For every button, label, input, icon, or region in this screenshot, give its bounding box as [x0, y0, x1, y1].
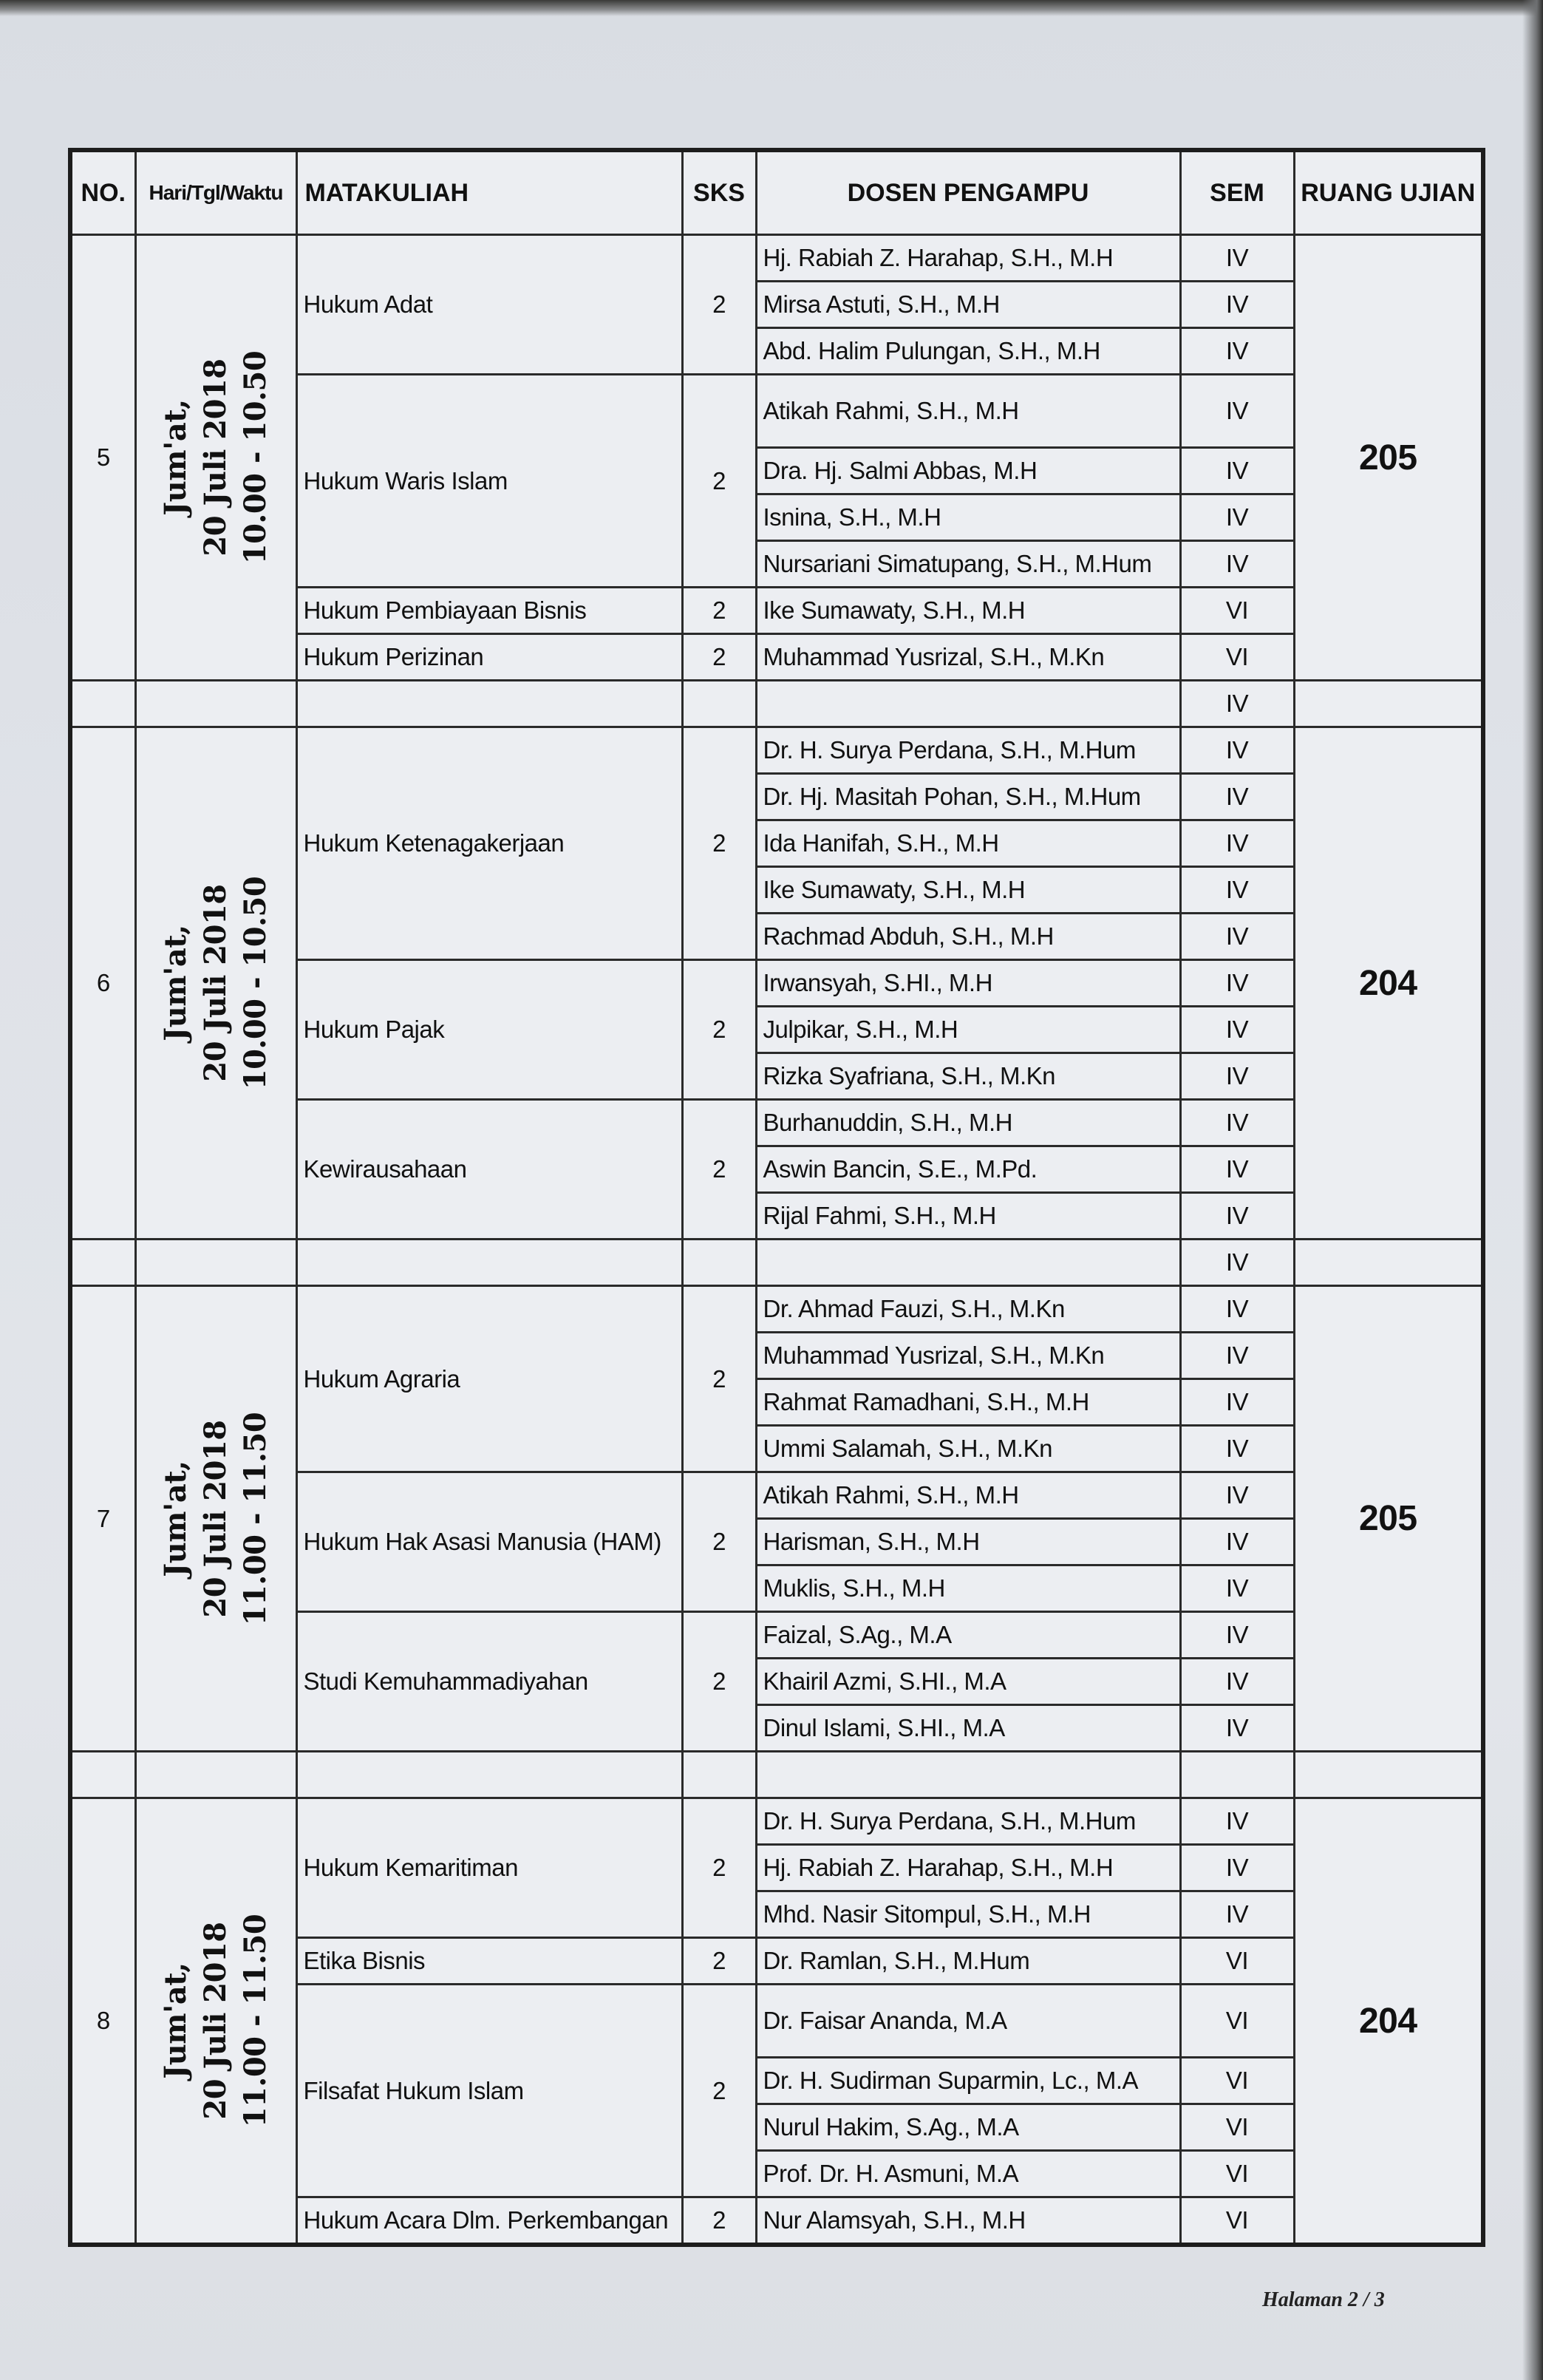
course-sks: 2 [682, 1100, 756, 1240]
schedule-body [70, 235, 1483, 2245]
exam-date: 20 Juli 2018 [198, 884, 233, 1082]
spacer-course [296, 681, 682, 727]
exam-time: 10.00 - 10.50 [238, 350, 273, 565]
lecturer-semester: IV [1180, 1472, 1294, 1519]
lecturer-semester: IV [1180, 1100, 1294, 1146]
spacer-course [296, 1752, 682, 1798]
course-sks: 2 [682, 1286, 756, 1472]
lecturer-name: Ida Hanifah, S.H., M.H [756, 820, 1180, 867]
spacer-semester: IV [1180, 1240, 1294, 1286]
spacer-room [1294, 1752, 1483, 1798]
header-dosen: DOSEN PENGAMPU [756, 150, 1180, 235]
course-sks: 2 [682, 235, 756, 375]
lecturer-semester: VI [1180, 1985, 1294, 2058]
exam-schedule-table [68, 148, 1485, 2247]
lecturer-name: Muhammad Yusrizal, S.H., M.Kn [756, 1333, 1180, 1379]
lecturer-semester: IV [1180, 494, 1294, 541]
lecturer-semester: IV [1180, 867, 1294, 914]
lecturer-semester: VI [1180, 588, 1294, 634]
group-number: 8 [70, 1798, 135, 2245]
exam-time-cell [135, 727, 296, 1240]
lecturer-name: Muhammad Yusrizal, S.H., M.Kn [756, 634, 1180, 681]
course-sks: 2 [682, 1472, 756, 1612]
lecturer-semester: IV [1180, 282, 1294, 328]
exam-time-block [138, 1297, 293, 1741]
lecturer-name: Nurul Hakim, S.Ag., M.A [756, 2104, 1180, 2151]
exam-time-cell [135, 1286, 296, 1752]
lecturer-name: Mhd. Nasir Sitompul, S.H., M.H [756, 1891, 1180, 1938]
lecturer-name: Atikah Rahmi, S.H., M.H [756, 375, 1180, 448]
exam-day: Jum'at, [158, 1962, 193, 2079]
course-sks: 2 [682, 960, 756, 1100]
lecturer-semester: IV [1180, 1379, 1294, 1426]
lecturer-semester: IV [1180, 1007, 1294, 1053]
spacer-lecturer [756, 1240, 1180, 1286]
lecturer-semester: IV [1180, 1193, 1294, 1240]
lecturer-semester: IV [1180, 1705, 1294, 1752]
course-name: Hukum Kemaritiman [296, 1798, 682, 1938]
lecturer-semester: IV [1180, 727, 1294, 774]
course-sks: 2 [682, 588, 756, 634]
exam-time-text [156, 1914, 276, 2127]
exam-time-text [156, 351, 276, 564]
spacer-room [1294, 1240, 1483, 1286]
lecturer-name: Mirsa Astuti, S.H., M.H [756, 282, 1180, 328]
lecturer-semester: IV [1180, 541, 1294, 588]
exam-room: 205 [1294, 1286, 1483, 1752]
exam-time-block [138, 761, 293, 1205]
lecturer-semester: IV [1180, 1286, 1294, 1333]
lecturer-name: Rizka Syafriana, S.H., M.Kn [756, 1053, 1180, 1100]
lecturer-semester: IV [1180, 1146, 1294, 1193]
lecturer-name: Atikah Rahmi, S.H., M.H [756, 1472, 1180, 1519]
header-no: NO. [70, 150, 135, 235]
group-number: 5 [70, 235, 135, 681]
lecturer-name: Nursariani Simatupang, S.H., M.Hum [756, 541, 1180, 588]
lecturer-name: Rahmat Ramadhani, S.H., M.H [756, 1379, 1180, 1426]
course-name: Studi Kemuhammadiyahan [296, 1612, 682, 1752]
lecturer-semester: IV [1180, 774, 1294, 820]
lecturer-name: Ummi Salamah, S.H., M.Kn [756, 1426, 1180, 1472]
lecturer-semester: VI [1180, 2104, 1294, 2151]
lecturer-semester: IV [1180, 1798, 1294, 1845]
course-sks: 2 [682, 2197, 756, 2245]
lecturer-semester: VI [1180, 634, 1294, 681]
course-name: Hukum Perizinan [296, 634, 682, 681]
lecturer-semester: VI [1180, 1938, 1294, 1985]
course-name: Filsafat Hukum Islam [296, 1985, 682, 2197]
spacer-lecturer [756, 681, 1180, 727]
course-sks: 2 [682, 375, 756, 588]
spacer-semester: IV [1180, 681, 1294, 727]
spacer-no [70, 1752, 135, 1798]
lecturer-name: Khairil Azmi, S.HI., M.A [756, 1659, 1180, 1705]
lecturer-name: Dinul Islami, S.HI., M.A [756, 1705, 1180, 1752]
header-ruang: RUANG UJIAN [1294, 150, 1483, 235]
header-sks: SKS [682, 150, 756, 235]
spacer-row [70, 681, 1483, 727]
lecturer-semester: VI [1180, 2197, 1294, 2245]
spacer-row [70, 1240, 1483, 1286]
lecturer-name: Hj. Rabiah Z. Harahap, S.H., M.H [756, 235, 1180, 282]
spacer-sks [682, 1240, 756, 1286]
lecturer-name: Irwansyah, S.HI., M.H [756, 960, 1180, 1007]
exam-room: 205 [1294, 235, 1483, 681]
spacer-no [70, 681, 135, 727]
course-name: Hukum Pajak [296, 960, 682, 1100]
lecturer-name: Rachmad Abduh, S.H., M.H [756, 914, 1180, 960]
course-name: Hukum Acara Dlm. Perkembangan [296, 2197, 682, 2245]
exam-room: 204 [1294, 1798, 1483, 2245]
lecturer-name: Rijal Fahmi, S.H., M.H [756, 1193, 1180, 1240]
group-number: 6 [70, 727, 135, 1240]
group-number: 7 [70, 1286, 135, 1752]
lecturer-name: Nur Alamsyah, S.H., M.H [756, 2197, 1180, 2245]
lecturer-name: Muklis, S.H., M.H [756, 1565, 1180, 1612]
lecturer-name: Isnina, S.H., M.H [756, 494, 1180, 541]
lecturer-semester: IV [1180, 328, 1294, 375]
header-matakuliah: MATAKULIAH [296, 150, 682, 235]
lecturer-semester: IV [1180, 1845, 1294, 1891]
course-name: Hukum Ketenagakerjaan [296, 727, 682, 960]
lecturer-name: Dr. Hj. Masitah Pohan, S.H., M.Hum [756, 774, 1180, 820]
exam-time-block [138, 1799, 293, 2243]
spacer-no [70, 1240, 135, 1286]
spacer-semester [1180, 1752, 1294, 1798]
lecturer-semester: IV [1180, 1426, 1294, 1472]
course-name: Hukum Adat [296, 235, 682, 375]
exam-date: 20 Juli 2018 [198, 358, 233, 557]
lecturer-semester: IV [1180, 914, 1294, 960]
lecturer-name: Julpikar, S.H., M.H [756, 1007, 1180, 1053]
spacer-row [70, 1752, 1483, 1798]
lecturer-semester: IV [1180, 1333, 1294, 1379]
course-sks: 2 [682, 1612, 756, 1752]
exam-time: 11.00 - 11.50 [238, 1914, 273, 2128]
lecturer-semester: IV [1180, 1891, 1294, 1938]
spacer-waktu [135, 1752, 296, 1798]
photo-right-edge [1522, 0, 1543, 2380]
lecturer-name: Dr. H. Surya Perdana, S.H., M.Hum [756, 1798, 1180, 1845]
spacer-room [1294, 681, 1483, 727]
lecturer-semester: IV [1180, 960, 1294, 1007]
spacer-lecturer [756, 1752, 1180, 1798]
lecturer-semester: VI [1180, 2151, 1294, 2197]
lecturer-name: Harisman, S.H., M.H [756, 1519, 1180, 1565]
lecturer-semester: IV [1180, 1053, 1294, 1100]
table-row [70, 1798, 1483, 1845]
lecturer-semester: IV [1180, 820, 1294, 867]
lecturer-name: Dr. Ramlan, S.H., M.Hum [756, 1938, 1180, 1985]
lecturer-name: Hj. Rabiah Z. Harahap, S.H., M.H [756, 1845, 1180, 1891]
exam-time: 11.00 - 11.50 [238, 1412, 273, 1625]
lecturer-semester: IV [1180, 235, 1294, 282]
course-name: Hukum Hak Asasi Manusia (HAM) [296, 1472, 682, 1612]
exam-day: Jum'at, [158, 1460, 193, 1577]
lecturer-name: Aswin Bancin, S.E., M.Pd. [756, 1146, 1180, 1193]
spacer-waktu [135, 681, 296, 727]
lecturer-name: Faizal, S.Ag., M.A [756, 1612, 1180, 1659]
course-sks: 2 [682, 1985, 756, 2197]
course-name: Etika Bisnis [296, 1938, 682, 1985]
exam-room: 204 [1294, 727, 1483, 1240]
exam-time-block [138, 236, 293, 679]
lecturer-name: Dr. H. Surya Perdana, S.H., M.Hum [756, 727, 1180, 774]
lecturer-name: Abd. Halim Pulungan, S.H., M.H [756, 328, 1180, 375]
exam-time-cell [135, 1798, 296, 2245]
header-row [70, 150, 1483, 235]
spacer-sks [682, 1752, 756, 1798]
exam-time-cell [135, 235, 296, 681]
course-name: Hukum Pembiayaan Bisnis [296, 588, 682, 634]
lecturer-semester: IV [1180, 1565, 1294, 1612]
lecturer-semester: IV [1180, 1519, 1294, 1565]
lecturer-semester: IV [1180, 375, 1294, 448]
lecturer-semester: IV [1180, 448, 1294, 494]
lecturer-name: Dr. H. Sudirman Suparmin, Lc., M.A [756, 2058, 1180, 2104]
lecturer-name: Ike Sumawaty, S.H., M.H [756, 867, 1180, 914]
exam-day: Jum'at, [158, 399, 193, 516]
lecturer-name: Ike Sumawaty, S.H., M.H [756, 588, 1180, 634]
lecturer-name: Prof. Dr. H. Asmuni, M.A [756, 2151, 1180, 2197]
exam-date: 20 Juli 2018 [198, 1922, 233, 2120]
course-name: Kewirausahaan [296, 1100, 682, 1240]
exam-date: 20 Juli 2018 [198, 1419, 233, 1618]
exam-day: Jum'at, [158, 925, 193, 1041]
spacer-sks [682, 681, 756, 727]
header-waktu: Hari/Tgl/Waktu [135, 150, 296, 235]
lecturer-name: Dra. Hj. Salmi Abbas, M.H [756, 448, 1180, 494]
lecturer-semester: IV [1180, 1659, 1294, 1705]
table-row [70, 235, 1483, 282]
course-sks: 2 [682, 1798, 756, 1938]
spacer-course [296, 1240, 682, 1286]
course-sks: 2 [682, 634, 756, 681]
exam-time: 10.00 - 10.50 [238, 876, 273, 1090]
course-name: Hukum Agraria [296, 1286, 682, 1472]
header-sem: SEM [1180, 150, 1294, 235]
table-row [70, 1286, 1483, 1333]
lecturer-semester: IV [1180, 1612, 1294, 1659]
spacer-waktu [135, 1240, 296, 1286]
lecturer-semester: VI [1180, 2058, 1294, 2104]
lecturer-name: Dr. Faisar Ananda, M.A [756, 1985, 1180, 2058]
course-sks: 2 [682, 1938, 756, 1985]
course-sks: 2 [682, 727, 756, 960]
photo-top-edge [0, 0, 1543, 16]
table-row [70, 727, 1483, 774]
page-number: Halaman 2 / 3 [1262, 2288, 1385, 2311]
course-name: Hukum Waris Islam [296, 375, 682, 588]
exam-time-text [156, 877, 276, 1089]
exam-time-text [156, 1412, 276, 1625]
lecturer-name: Dr. Ahmad Fauzi, S.H., M.Kn [756, 1286, 1180, 1333]
lecturer-name: Burhanuddin, S.H., M.H [756, 1100, 1180, 1146]
